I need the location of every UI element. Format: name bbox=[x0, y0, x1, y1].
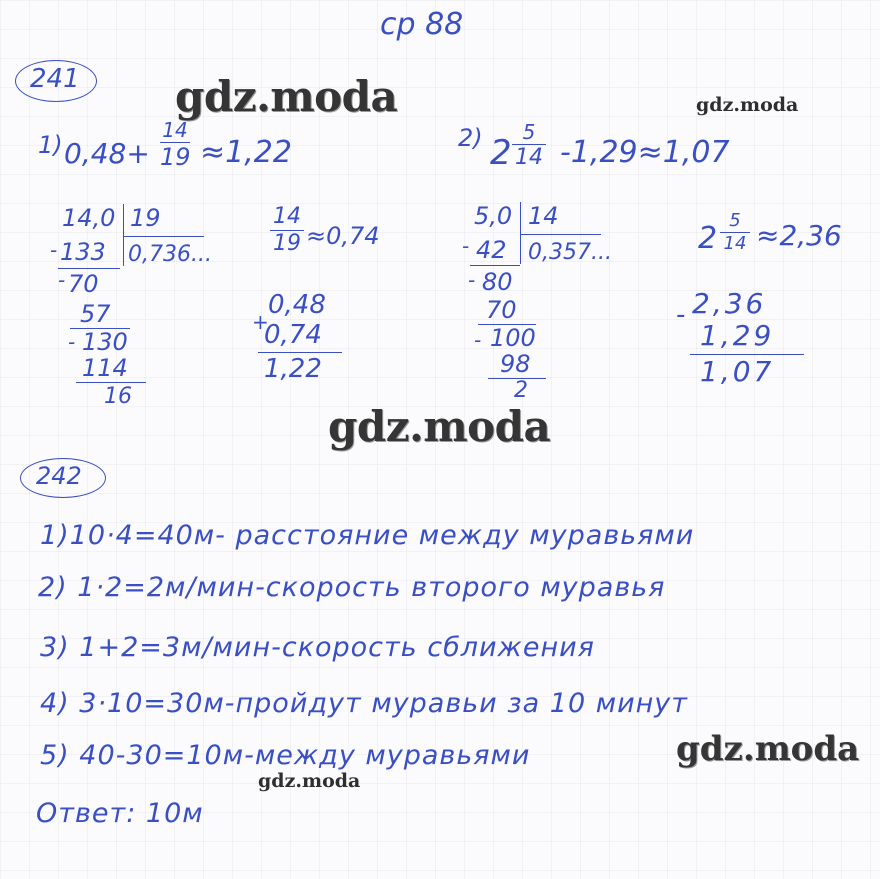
task-241-number: 241 bbox=[30, 64, 80, 94]
watermark-bottom: gdz.moda bbox=[258, 770, 361, 792]
solution-line-2: 2) 1·2=2м/мин-скорость второго муравья bbox=[38, 572, 666, 603]
approx2-whole: 2 bbox=[698, 221, 718, 256]
watermark-middle: gdz.moda bbox=[328, 402, 551, 451]
part1-expr-start: 0,48+ bbox=[64, 137, 150, 170]
division2-step-3: 70 bbox=[486, 296, 517, 324]
solution-line-5: 5) 40-30=10м-между муравьями bbox=[40, 740, 531, 771]
division2-step-6: 2 bbox=[514, 378, 528, 403]
subtraction2-sign: - bbox=[676, 300, 686, 330]
division1-minus-2: - bbox=[58, 268, 66, 292]
part2-frac-den: 14 bbox=[515, 145, 543, 170]
watermark-top-right: gdz.moda bbox=[696, 94, 799, 116]
division1-step-6: 16 bbox=[104, 384, 132, 409]
approx2-fraction bbox=[720, 212, 750, 253]
division1-step-3: 57 bbox=[80, 300, 111, 328]
part1-fraction bbox=[160, 120, 190, 169]
part1-frac-den: 19 bbox=[160, 143, 191, 171]
division2-vertical-line bbox=[520, 202, 521, 264]
part2-expr-end: -1,29≈1,07 bbox=[560, 135, 730, 170]
division2-step-4: 100 bbox=[490, 324, 536, 352]
division1-quotient: 0,736... bbox=[128, 242, 212, 267]
division1-rule-1 bbox=[58, 268, 120, 269]
division2-rule-1 bbox=[470, 265, 520, 266]
approx2-value: ≈2,36 bbox=[756, 219, 842, 252]
division1-divisor: 19 bbox=[130, 204, 161, 232]
part1-expr-end: ≈1,22 bbox=[200, 135, 292, 170]
division2-divisor-line bbox=[521, 234, 601, 235]
subtraction2-diff: 1,07 bbox=[700, 355, 775, 388]
solution-line-1: 1)10·4=40м- расстояние между муравьями bbox=[40, 520, 695, 551]
division2-step-2: 80 bbox=[482, 268, 513, 296]
approx1-num: 14 bbox=[273, 204, 301, 229]
addition1-rule bbox=[258, 352, 342, 353]
division2-dividend: 5,0 bbox=[474, 202, 513, 230]
division1-rule-3 bbox=[76, 382, 146, 383]
approx2-den: 14 bbox=[723, 233, 747, 254]
solution-line-4: 4) 3·10=30м-пройдут муравьи за 10 минут bbox=[40, 688, 689, 719]
division1-divisor-line bbox=[124, 236, 204, 237]
approx1-fraction bbox=[270, 206, 304, 255]
subtraction2-b: 1,29 bbox=[700, 319, 775, 352]
division2-divisor: 14 bbox=[528, 202, 559, 230]
watermark-bottom-right: gdz.moda bbox=[676, 729, 860, 769]
addition1-b: 0,74 bbox=[264, 320, 322, 350]
division2-minus-2: - bbox=[468, 268, 476, 292]
division2-minus-1: - bbox=[462, 234, 470, 258]
task-242-number: 242 bbox=[36, 462, 82, 490]
subtraction2-a: 2,36 bbox=[692, 287, 767, 320]
division1-step-5: 114 bbox=[82, 354, 128, 382]
division1-minus-1: - bbox=[50, 238, 58, 262]
part2-fraction bbox=[512, 122, 546, 169]
approx1-value: ≈0,74 bbox=[306, 222, 380, 250]
answer-line: Ответ: 10м bbox=[36, 798, 204, 829]
part2-whole: 2 bbox=[490, 133, 512, 173]
approx1-den: 19 bbox=[273, 231, 301, 256]
division2-step-1: 42 bbox=[476, 236, 507, 264]
watermark-top: gdz.moda bbox=[175, 72, 398, 121]
division1-minus-3: - bbox=[68, 330, 76, 354]
part1-frac-num: 14 bbox=[162, 118, 188, 142]
addition1-a: 0,48 bbox=[268, 290, 326, 320]
division2-step-5: 98 bbox=[500, 350, 531, 378]
page-header: ср 88 bbox=[380, 7, 464, 42]
part1-label: 1) bbox=[38, 131, 63, 159]
solution-line-3: 3) 1+2=3м/мин-скорость сближения bbox=[40, 632, 595, 663]
part2-label: 2) bbox=[458, 124, 483, 152]
approx2-num: 5 bbox=[729, 210, 741, 231]
division2-minus-3: - bbox=[474, 328, 482, 352]
division1-step-1: 133 bbox=[60, 238, 106, 266]
addition1-sum: 1,22 bbox=[264, 354, 322, 384]
part2-frac-num: 5 bbox=[522, 120, 536, 144]
division1-dividend: 14,0 bbox=[62, 204, 116, 232]
division1-step-4: 130 bbox=[82, 328, 128, 356]
division2-quotient: 0,357... bbox=[528, 240, 612, 265]
division1-vertical-line bbox=[123, 204, 124, 266]
addition1-sign: + bbox=[252, 310, 269, 334]
division1-step-2: 70 bbox=[68, 270, 99, 298]
